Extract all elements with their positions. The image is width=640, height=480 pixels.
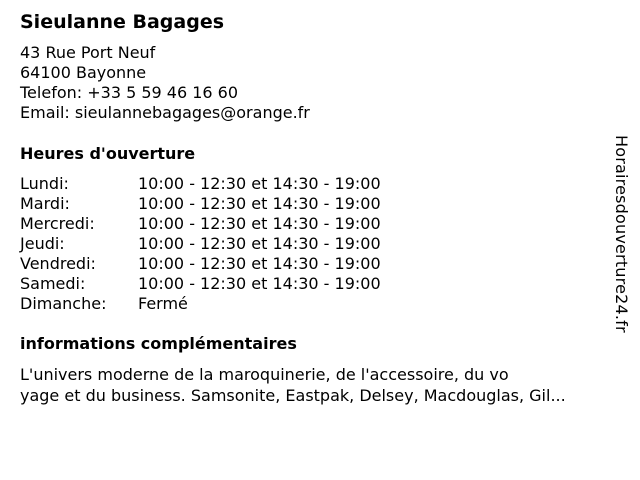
additional-info-heading: informations complémentaires bbox=[20, 334, 297, 353]
description-line: yage et du business. Samsonite, Eastpak, Delsey, Macdouglas, Gil... bbox=[20, 386, 566, 405]
day-hours: 10:00 - 12:30 et 14:30 - 19:00 bbox=[138, 174, 381, 193]
site-watermark: Horairesdouverture24.fr bbox=[612, 135, 631, 333]
contact-details bbox=[20, 43, 310, 123]
hours-row-samedi bbox=[20, 274, 381, 294]
day-label: Mardi: bbox=[20, 194, 70, 213]
hours-row-vendredi bbox=[20, 254, 381, 274]
day-label: Mercredi: bbox=[20, 214, 95, 233]
phone-number: Telefon: +33 5 59 46 16 60 bbox=[20, 83, 239, 102]
hours-row-dimanche bbox=[20, 294, 381, 314]
day-label: Dimanche: bbox=[20, 294, 107, 313]
day-label: Lundi: bbox=[20, 174, 69, 193]
hours-row-jeudi bbox=[20, 234, 381, 254]
hours-row-mardi bbox=[20, 194, 381, 214]
opening-hours-table bbox=[20, 174, 381, 314]
day-hours: 10:00 - 12:30 et 14:30 - 19:00 bbox=[138, 234, 381, 253]
day-hours: 10:00 - 12:30 et 14:30 - 19:00 bbox=[138, 214, 381, 233]
day-hours: Fermé bbox=[138, 294, 188, 313]
day-hours: 10:00 - 12:30 et 14:30 - 19:00 bbox=[138, 254, 381, 273]
hours-row-lundi bbox=[20, 174, 381, 194]
day-hours: 10:00 - 12:30 et 14:30 - 19:00 bbox=[138, 194, 381, 213]
opening-hours-heading: Heures d'ouverture bbox=[20, 144, 196, 163]
email-address: Email: sieulannebagages@orange.fr bbox=[20, 103, 310, 122]
street-address: 43 Rue Port Neuf bbox=[20, 43, 156, 62]
business-name: Sieulanne Bagages bbox=[20, 11, 225, 33]
day-hours: 10:00 - 12:30 et 14:30 - 19:00 bbox=[138, 274, 381, 293]
business-description bbox=[20, 364, 620, 406]
day-label: Samedi: bbox=[20, 274, 86, 293]
description-line: L'univers moderne de la maroquinerie, de l'accessoire, du vo bbox=[20, 365, 509, 384]
hours-row-mercredi bbox=[20, 214, 381, 234]
day-label: Vendredi: bbox=[20, 254, 96, 273]
day-label: Jeudi: bbox=[20, 234, 65, 253]
city-postcode: 64100 Bayonne bbox=[20, 63, 147, 82]
